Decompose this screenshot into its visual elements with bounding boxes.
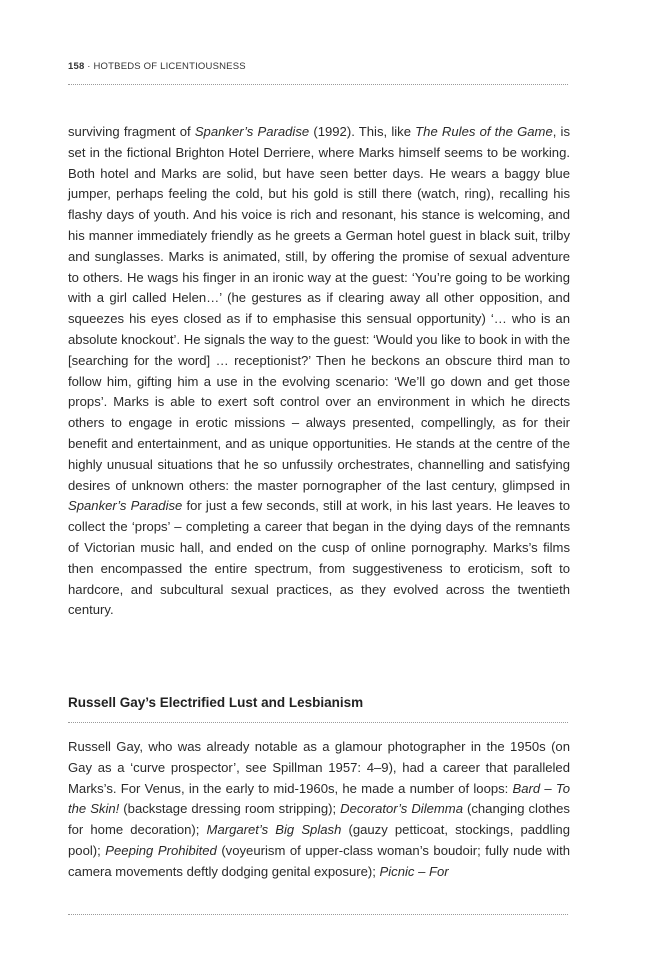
text-run: for just a few seconds, still at work, in his last years. He leaves to collect the ‘props’ – completing a career that began in the dying days of the remnants of Victorian music hall, and ended on the cusp of online pornography. Marks’s films then encompassed the entire spectrum, from suggestiveness to eroticism, soft to hardcore, and subcultural sexual practices, as they evolved across the twentieth century. (68, 498, 570, 618)
section-heading: Russell Gay’s Electrified Lust and Lesbianism (68, 695, 364, 710)
text-run: (changing clothes for home decoration); (68, 801, 570, 838)
header-rule (68, 84, 568, 85)
running-title: HOTBEDS OF LICENTIOUSNESS (93, 61, 246, 72)
page-number: 158 (68, 61, 85, 72)
body-paragraph-2 (68, 737, 570, 883)
running-header (68, 61, 568, 72)
heading-rule (68, 722, 568, 723)
italic-title: Spanker’s Paradise (194, 124, 310, 139)
italic-title: Peeping Prohibited (105, 842, 217, 858)
italic-title: Decorator’s Dilemma (340, 801, 463, 817)
italic-title: The Rules of the Game (415, 124, 553, 139)
text-run: Russell Gay, who was already notable as a glamour photographer in the 1950s (on Gay as a ‘curve prospector’, see Spillman 1957: 4–9), had a career that paralleled Marks’s. For Venus, in the early to mid-1960s, he made a number of loops: (68, 739, 570, 796)
italic-title: Spanker’s Paradise (68, 498, 183, 514)
text-run: , is set in the fictional Brighton Hotel Derriere, where Marks himself seems to be working. Both hotel and Marks are solid, but have seen better days. He wears a baggy blue jumper, perhaps feeling the cold, but his gold is still there (watch, ring), recalling his flashy days of youth. And his voice is rich and resonant, his stance is welcoming, and his manner immediately friendly as he greets a German hotel guest in black suit, trilby and sunglasses. Marks is animated, still, by offering the promise of sexual adventure to others. He wags his finger in an ironic way at the guest: ‘You’re going to be working with a girl called Helen…’ (he gestures as if clearing away all other opposition, and squeezes his eyes closed as if to emphasise this sensual opportunity) ‘… who is an absolute knockout’. He signals the way to the guest: ‘Would you like to book in with the [searching for the word] … receptionist?’ Then he beckons an obscure third man to follow him, gifting him a use in the evolving scenario: ‘We’ll go down and get those props’. Marks is able to exert soft control over an environment in which he directs others to engage in erotic missions – always presented, compellingly, as for their benefit and entertainment, and as unique opportunities. He stands at the centre of the highly unusual situations that he so unfussily orchestrates, channelling and satisfying desires of unknown others: the master pornographer of the last century, glimpsed in (68, 124, 571, 493)
body-paragraph-1 (68, 122, 570, 621)
footer-rule (68, 914, 568, 915)
text-run: surviving fragment of (68, 124, 195, 139)
text-run: (gauzy petticoat, stockings, paddling pool); (68, 822, 571, 858)
italic-title: Bard – To the Skin! (68, 780, 570, 817)
text-run: (backstage dressing room stripping); (119, 801, 341, 817)
text-run: (1992). This, like (309, 124, 416, 139)
header-separator: · (84, 61, 94, 72)
text-run: (voyeurism of upper-class woman’s boudoir; fully nude with camera movements deftly dodging genital exposure); (68, 842, 570, 879)
italic-title: Margaret’s Big Splash (206, 822, 342, 838)
italic-title: Picnic – For (379, 863, 449, 879)
